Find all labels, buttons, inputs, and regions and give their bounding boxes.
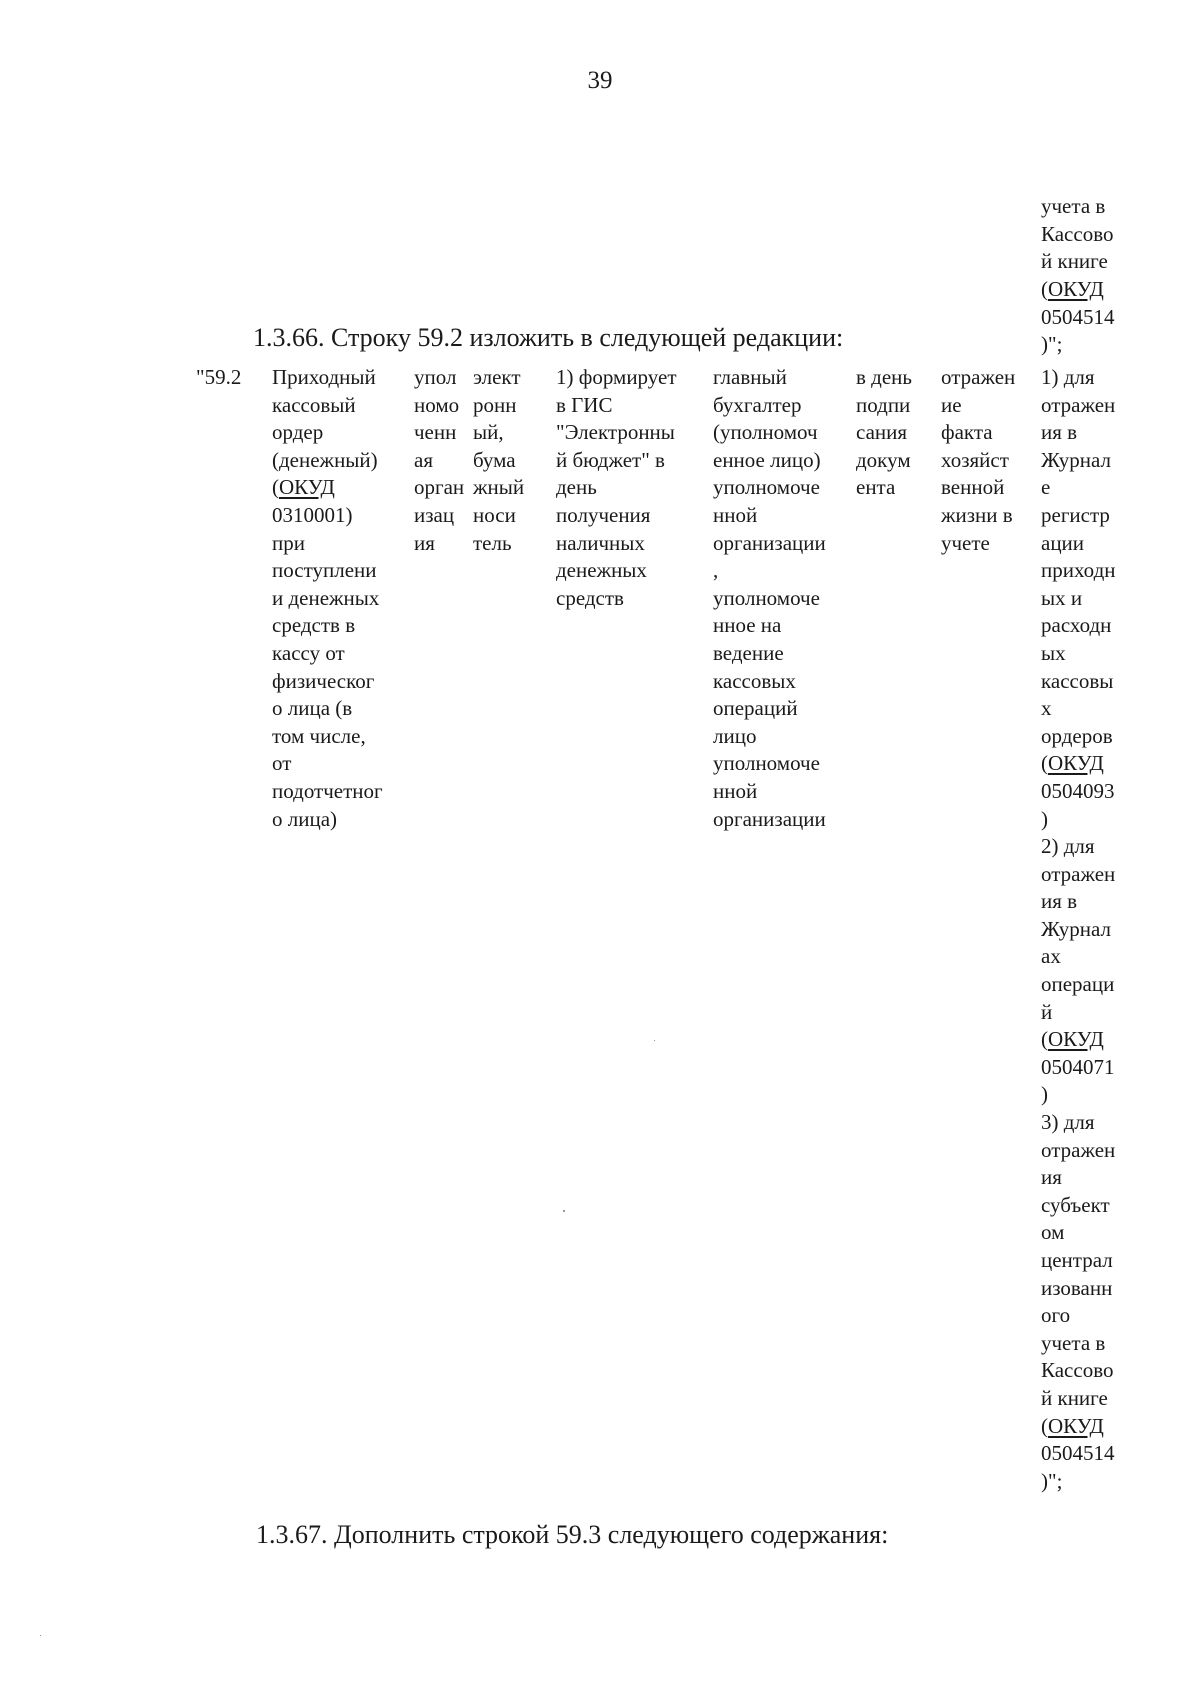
cell-line: изац	[414, 502, 455, 527]
cell-line: й бюджет" в	[556, 447, 665, 472]
cell-line: ведение	[713, 640, 784, 665]
cell-line: ордеров	[1041, 723, 1113, 748]
cell-line: день	[556, 475, 597, 500]
cell-line: бухгалтер	[713, 392, 802, 417]
cell-line: кассовых	[713, 668, 796, 693]
cell-line: х	[1041, 696, 1052, 721]
cell-line: учета в	[1041, 194, 1106, 219]
cell-line: отражен	[941, 365, 1016, 389]
cell-line: (ОКУД	[1041, 276, 1104, 301]
cell-line: 1) формирует	[556, 365, 677, 389]
cell-line: в день	[856, 365, 912, 389]
cell-line: приходн	[1041, 558, 1116, 583]
cell-line: нной	[713, 778, 758, 803]
cell-line: жный	[473, 475, 525, 500]
section-heading-1-3-67: 1.3.67. Дополнить строкой 59.3 следующего содержания:	[256, 1520, 889, 1549]
cell-line: ах	[1041, 944, 1061, 969]
cell-line: 1) для	[1041, 365, 1095, 389]
cell-registers	[1041, 364, 1116, 1495]
cell-line: лицо	[713, 723, 757, 748]
cell-line: )";	[1041, 332, 1063, 357]
cell-document-name	[272, 364, 383, 833]
cell-line: (денежный)	[272, 447, 378, 472]
cell-line: ого	[1041, 1303, 1071, 1328]
cell-formation	[556, 364, 677, 612]
cell-line: факта	[941, 420, 993, 445]
cell-line: главный	[713, 365, 787, 389]
cell-line: ие	[941, 392, 962, 417]
cell-line: кассовы	[1041, 668, 1114, 693]
cell-line: расходн	[1041, 613, 1112, 638]
cell-line: о лица (в	[272, 696, 353, 721]
cell-line: (ОКУД	[1041, 751, 1104, 776]
cell-line: 0310001)	[272, 502, 353, 527]
cell-line: уполномоче	[713, 751, 820, 776]
cell-line: получения	[556, 502, 651, 527]
cell-line: кассу от	[272, 640, 345, 665]
cell-line: операци	[1041, 972, 1115, 997]
cell-line: ая	[414, 447, 433, 472]
cell-line: отражен	[1041, 392, 1116, 417]
cell-line: енное лицо)	[713, 447, 821, 472]
cell-line: поступлени	[272, 558, 377, 583]
cell-line: ронн	[473, 392, 517, 417]
cell-line: )	[1041, 1082, 1048, 1107]
cell-line: физическог	[272, 668, 375, 693]
cell-line: кассовый	[272, 392, 356, 417]
cell-line: ия	[1041, 1165, 1062, 1190]
cell-line: о лица)	[272, 806, 338, 831]
cell-line: ,	[713, 558, 719, 583]
prev-row-tail-lines	[1041, 193, 1115, 359]
cell-line: (ОКУД	[1041, 1027, 1104, 1052]
cell-line: тель	[473, 530, 512, 555]
cell-line: 2) для	[1041, 834, 1095, 859]
cell-line: ый,	[473, 420, 504, 445]
cell-line: 0504514	[1041, 1441, 1115, 1466]
cell-line: 0504071	[1041, 1054, 1115, 1079]
cell-line: Кассово	[1041, 1358, 1114, 1383]
cell-form	[473, 364, 524, 557]
cell-line: 3) для	[1041, 1110, 1095, 1135]
cell-line: номо	[414, 392, 460, 417]
cell-line: учета в	[1041, 1330, 1106, 1355]
cell-row-code	[196, 364, 241, 392]
cell-line: средств в	[272, 613, 356, 638]
cell-line: бума	[473, 447, 516, 472]
cell-line: организации	[713, 530, 826, 555]
cell-line: субъект	[1041, 1192, 1110, 1217]
section-heading-1-3-66: 1.3.66. Строку 59.2 изложить в следующей редакции:	[253, 323, 844, 352]
cell-line: отражен	[1041, 1137, 1116, 1162]
cell-line: й книге	[1041, 1385, 1108, 1410]
cell-line: Кассово	[1041, 221, 1114, 246]
cell-line: "Электронны	[556, 420, 675, 445]
cell-line: ации	[1041, 530, 1085, 555]
cell-line: нное на	[713, 613, 782, 638]
scan-speck	[654, 1040, 655, 1041]
cell-line: Журнал	[1041, 916, 1112, 941]
cell-line: й книге	[1041, 249, 1108, 274]
cell-line: учете	[941, 530, 990, 555]
cell-line: (ОКУД	[272, 475, 335, 500]
cell-line: докум	[856, 447, 911, 472]
cell-line: 0504514	[1041, 304, 1115, 329]
cell-line: )	[1041, 806, 1048, 831]
cell-line: сания	[856, 420, 908, 445]
cell-line: ордер	[272, 420, 324, 445]
cell-line: том числе,	[272, 723, 366, 748]
cell-line: средств	[556, 585, 624, 610]
cell-line: подотчетног	[272, 778, 383, 803]
cell-line: (ОКУД	[1041, 1413, 1104, 1438]
cell-line: от	[272, 751, 292, 776]
cell-line: денежных	[556, 558, 647, 583]
cell-line: подпи	[856, 392, 911, 417]
cell-line: 0504093	[1041, 778, 1115, 803]
cell-line: жизни в	[941, 502, 1013, 527]
cell-line: уполномоче	[713, 475, 820, 500]
cell-line: ента	[856, 475, 896, 500]
page-number: 39	[587, 67, 613, 94]
cell-line: венной	[941, 475, 1005, 500]
cell-line: орган	[414, 475, 465, 500]
cell-line: отражен	[1041, 861, 1116, 886]
prev-row-registers-cell	[1041, 138, 1115, 386]
cell-line: упол	[414, 365, 457, 389]
cell-line: элект	[473, 365, 521, 389]
cell-line: ых и	[1041, 585, 1083, 610]
cell-line: централ	[1041, 1248, 1113, 1272]
cell-line: нной	[713, 502, 758, 527]
cell-line: хозяйст	[941, 447, 1009, 472]
cell-line: регистр	[1041, 502, 1110, 527]
cell-line: при	[272, 530, 305, 555]
cell-line: ченн	[414, 420, 457, 445]
cell-line: носи	[473, 502, 516, 527]
cell-line: е	[1041, 475, 1051, 500]
cell-line: изованн	[1041, 1275, 1113, 1300]
cell-purpose	[941, 364, 1015, 557]
cell-line: организации	[713, 806, 826, 831]
scan-speck	[563, 1210, 565, 1212]
cell-line: й	[1041, 999, 1053, 1024]
cell-line: уполномоче	[713, 585, 820, 610]
cell-line: ия в	[1041, 420, 1078, 445]
cell-line: в ГИС	[556, 392, 613, 417]
cell-deadline	[856, 364, 912, 502]
cell-line: "59.2	[196, 365, 242, 389]
cell-line: ых	[1041, 640, 1066, 665]
cell-line: ия	[414, 530, 435, 555]
cell-line: ия в	[1041, 889, 1078, 914]
cell-line: (уполномоч	[713, 420, 818, 445]
cell-line: и денежных	[272, 585, 380, 610]
cell-line: операций	[713, 696, 798, 721]
cell-line: наличных	[556, 530, 645, 555]
scan-speck	[40, 1635, 41, 1636]
cell-line: Журнал	[1041, 447, 1112, 472]
cell-signers	[713, 364, 826, 833]
cell-line: ом	[1041, 1220, 1065, 1245]
cell-line: Приходный	[272, 365, 376, 389]
cell-compiler	[414, 364, 464, 557]
cell-line: )";	[1041, 1468, 1063, 1493]
